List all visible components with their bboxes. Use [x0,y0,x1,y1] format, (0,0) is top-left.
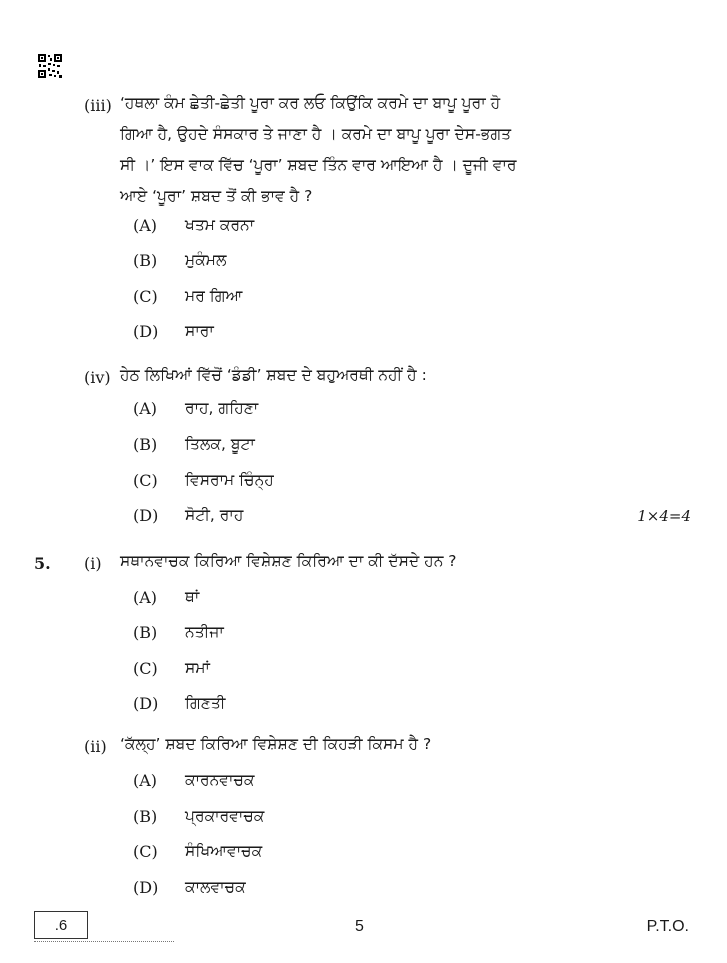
option-c [133,467,274,493]
option-label: (B) [133,434,158,454]
option-d [133,874,246,900]
option-a [133,212,254,238]
option-d [133,690,225,716]
marks-label: 1×4=4 [637,507,691,525]
option-d [133,318,214,344]
option-a [133,767,254,793]
question-number: (iv) [84,368,111,387]
option-b [133,803,264,829]
option-text: ਗਿਣਤੀ [185,693,226,712]
option-text: ਥਾਂ [185,587,200,606]
option-label: (A) [133,587,158,607]
paper-code-box: .6 [34,911,88,939]
option-label: (B) [133,806,158,826]
question-line: ਆਏ ‘ਪੂਰਾ’ ਸ਼ਬਦ ਤੋਂ ਕੀ ਭਾਵ ਹੈ ? [120,187,313,205]
option-label: (A) [133,770,158,790]
option-c [133,838,262,864]
option-text: ਸਮਾਂ [185,658,210,677]
option-text: ਸੰਖਿਆਵਾਚਕ [185,841,263,860]
qr-code-icon [38,54,62,78]
option-text: ਖਤਮ ਕਰਨਾ [185,215,255,234]
option-label: (C) [133,658,158,678]
option-text: ਮੁਕੰਮਲ [185,250,227,269]
question-line: ‘ਹਥਲਾ ਕੰਮ ਛੇਤੀ-ਛੇਤੀ ਪੂਰਾ ਕਰ ਲਓ ਕਿਉਂਕਿ ਕਰਮੇ ਦਾ ਬਾਪੂ ਪੂਰਾ ਹੋ [120,94,501,112]
option-d [133,502,243,528]
pto-label: P.T.O. [646,918,689,935]
question-number: (i) [84,554,102,573]
page-number: 5 [355,918,364,935]
question-line: ਗਿਆ ਹੈ, ਉਹਦੇ ਸੰਸਕਾਰ ਤੇ ਜਾਣਾ ਹੈ । ਕਰਮੇ ਦਾ ਬਾਪੂ ਪੂਰਾ ਦੇਸ-ਭਗਤ [120,125,512,143]
option-text: ਪ੍ਰਕਾਰਵਾਚਕ [185,806,265,825]
option-text: ਮਰ ਗਿਆ [185,286,243,305]
option-text: ਸੋਟੀ, ਰਾਹ [185,505,244,524]
option-label: (D) [133,693,159,713]
option-label: (A) [133,398,158,418]
option-text: ਤਿਲਕ, ਬੂਟਾ [185,434,255,453]
option-text: ਕਾਰਨਵਾਚਕ [185,770,255,789]
footer-divider [34,941,174,942]
option-a [133,584,199,610]
option-text: ਵਿਸਰਾਮ ਚਿੰਨ੍ਹ [185,470,274,489]
question-text: ਹੇਠ ਲਿਖਿਆਂ ਵਿੱਚੋਂ ‘ਡੰਡੀ’ ਸ਼ਬਦ ਦੇ ਬਹੁਅਰਥੀ ਨਹੀਂ ਹੈ : [120,366,427,384]
option-text: ਰਾਹ, ਗਹਿਣਾ [185,398,259,417]
option-text: ਕਾਲਵਾਚਕ [185,877,246,896]
option-text: ਸਾਰਾ [185,321,214,340]
question-number: (ii) [84,737,107,756]
question-text [120,88,680,212]
option-c [133,655,210,681]
option-b [133,247,226,273]
option-b [133,619,224,645]
question-text: ‘ਕੱਲ੍ਹ’ ਸ਼ਬਦ ਕਿਰਿਆ ਵਿਸ਼ੇਸ਼ਣ ਦੀ ਕਿਹੜੀ ਕਿਸਮ ਹੈ ? [120,735,432,753]
option-a [133,395,258,421]
option-label: (D) [133,321,159,341]
option-b [133,431,255,457]
question-number: (iii) [84,96,112,115]
option-label: (B) [133,250,158,270]
option-label: (C) [133,286,158,306]
option-text: ਨਤੀਜਾ [185,622,224,641]
question-main-number: 5. [34,554,51,573]
question-text: ਸਥਾਨਵਾਚਕ ਕਿਰਿਆ ਵਿਸ਼ੇਸ਼ਣ ਕਿਰਿਆ ਦਾ ਕੀ ਦੱਸਦੇ ਹਨ ? [120,552,457,570]
option-label: (D) [133,505,159,525]
option-label: (C) [133,470,158,490]
question-line: ਸੀ ।’ ਇਸ ਵਾਕ ਵਿੱਚ ‘ਪੂਰਾ’ ਸ਼ਬਦ ਤਿੰਨ ਵਾਰ ਆਇਆ ਹੈ । ਦੂਜੀ ਵਾਰ [120,156,517,174]
option-label: (A) [133,215,158,235]
option-label: (D) [133,877,159,897]
option-c [133,283,242,309]
option-label: (B) [133,622,158,642]
option-label: (C) [133,841,158,861]
